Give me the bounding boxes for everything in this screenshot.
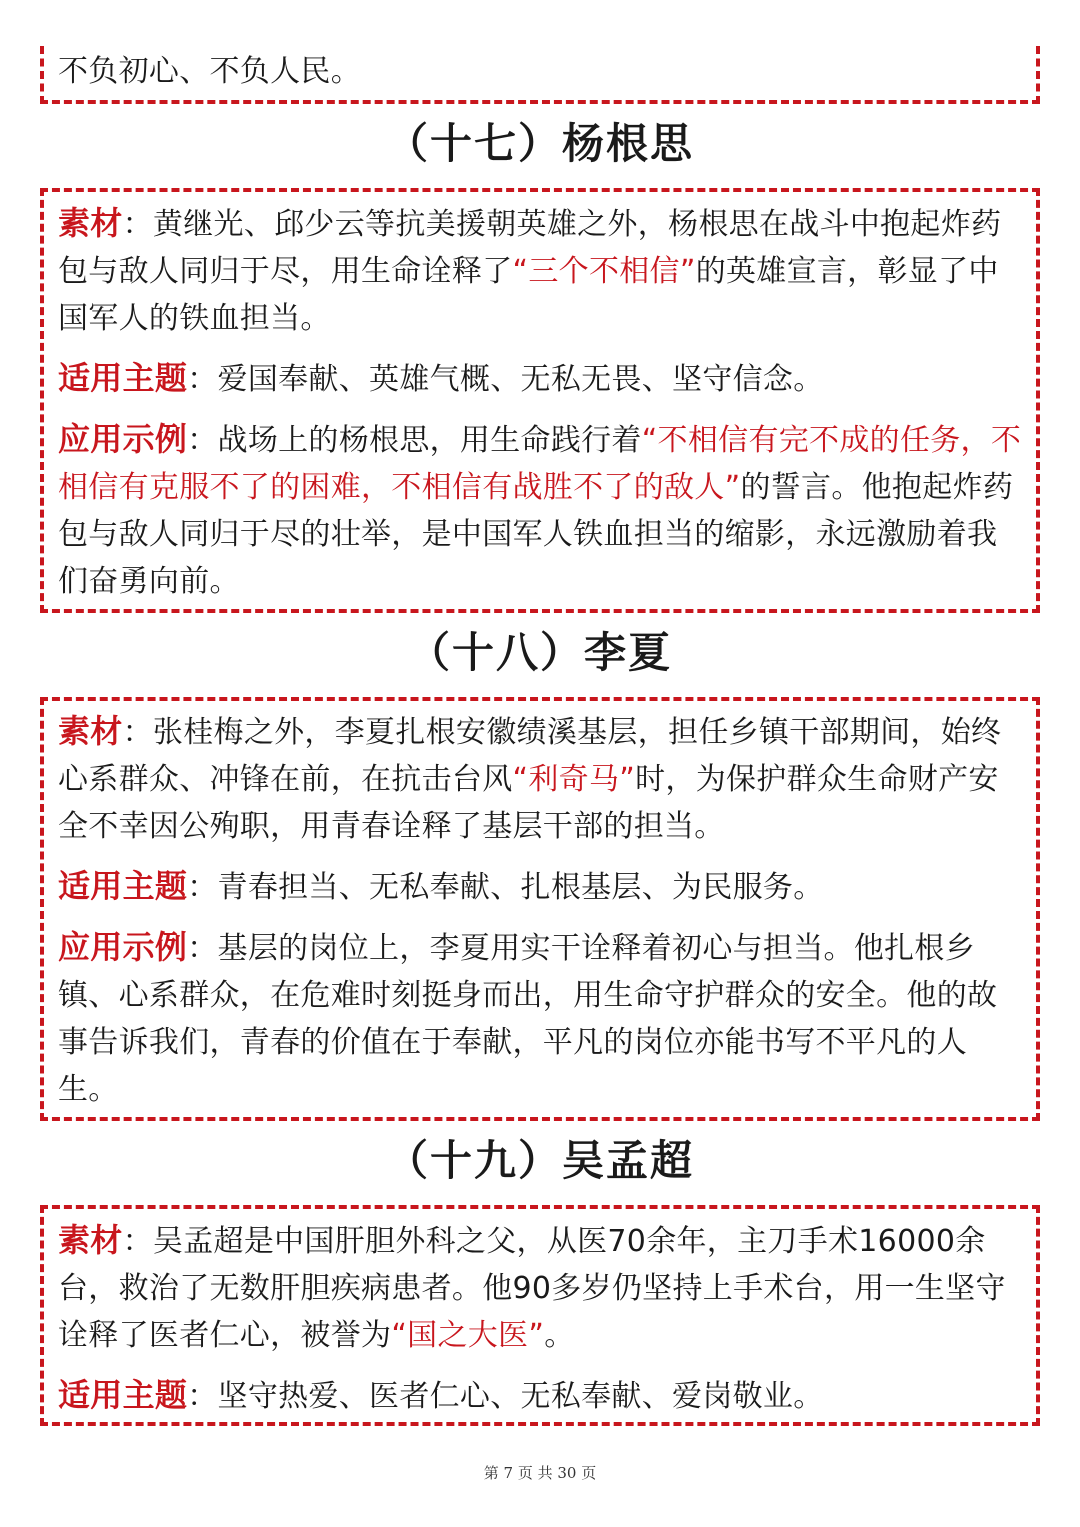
material-highlight: “利奇马”: [512, 762, 636, 797]
example-label: 应用示例: [58, 420, 188, 458]
example-paragraph: [58, 416, 1022, 605]
material-text: 张桂梅之外，李夏扎根安徽绩溪基层，担任乡镇干部期间，始终心系群众、冲锋在前，在抗击台风: [58, 715, 1002, 797]
continuation-text: 不负初心、不负人民。: [58, 54, 361, 89]
example-paragraph: [58, 924, 1022, 1113]
section-box-18: [40, 697, 1040, 1121]
material-paragraph: [58, 200, 1022, 342]
theme-paragraph: [58, 355, 1022, 403]
example-text: 战场上的杨根思，用生命践行着: [217, 423, 642, 458]
label-separator: ：: [187, 931, 218, 966]
material-text: 吴孟超是中国肝胆外科之父，从医70余年，主刀手术16000余台，救治了无数肝胆疾病患者。他90多岁仍坚持上手术台，用一生坚守诠释了医者仁心，被誉为: [58, 1224, 1006, 1353]
theme-label: 适用主题: [58, 1376, 188, 1414]
label-separator: ：: [122, 207, 153, 242]
section-heading-17: （十七）杨根思: [385, 119, 694, 168]
label-separator: ：: [187, 423, 218, 458]
material-highlight: “三个不相信”: [512, 254, 696, 289]
material-paragraph: [58, 1217, 1022, 1359]
section-heading-18: （十八）李夏: [407, 628, 672, 677]
theme-paragraph: [58, 1372, 1022, 1420]
label-separator: ：: [122, 1224, 153, 1259]
label-separator: ：: [122, 715, 153, 750]
material-text: 黄继光、邱少云等抗美援朝英雄之外，杨根思在战斗中抱起炸药包与敌人同归于尽，用生命诠释了: [58, 207, 1002, 289]
section-box-17: [40, 188, 1040, 613]
theme-text: 坚守热爱、医者仁心、无私奉献、爱岗敬业。: [217, 1379, 824, 1414]
material-paragraph: [58, 708, 1022, 850]
material-label: 素材: [58, 1221, 123, 1259]
continuation-box: [40, 46, 1040, 104]
material-label: 素材: [58, 204, 123, 242]
section-heading-19: （十九）吴孟超: [385, 1136, 694, 1185]
section-box-19: [40, 1205, 1040, 1426]
material-text-end: 的英雄宣言，彰显了中国军人的铁血担当。: [58, 254, 999, 336]
material-highlight: “国之大医”: [391, 1318, 545, 1353]
example-text: 基层的岗位上，李夏用实干诠释着初心与担当。他扎根乡镇、心系群众，在危难时刻挺身而出，用生命守护群众的安全。他的故事告诉我们，青春的价值在于奉献，平凡的岗位亦能书写不平凡的人生。: [58, 931, 998, 1107]
page-footer: 第 7 页 共 30 页: [483, 1464, 597, 1482]
label-separator: ：: [187, 362, 218, 397]
example-text-end: 的誓言。他抱起炸药包与敌人同归于尽的壮举，是中国军人铁血担当的缩影，永远激励着我们奋勇向前。: [58, 470, 1014, 599]
label-separator: ：: [187, 1379, 218, 1414]
theme-text: 青春担当、无私奉献、扎根基层、为民服务。: [217, 870, 824, 905]
theme-paragraph: [58, 863, 1022, 911]
theme-label: 适用主题: [58, 359, 188, 397]
theme-text: 爱国奉献、英雄气概、无私无畏、坚守信念。: [217, 362, 824, 397]
theme-label: 适用主题: [58, 867, 188, 905]
material-label: 素材: [58, 712, 123, 750]
example-highlight: “不相信有完不成的任务，不相信有克服不了的困难，不相信有战胜不了的敌人”: [58, 423, 1022, 505]
example-label: 应用示例: [58, 928, 188, 966]
material-text-end: 。: [544, 1318, 575, 1353]
label-separator: ：: [187, 870, 218, 905]
material-text-end: 时，为保护群众生命财产安全不幸因公殉职，用青春诠释了基层干部的担当。: [58, 762, 999, 844]
